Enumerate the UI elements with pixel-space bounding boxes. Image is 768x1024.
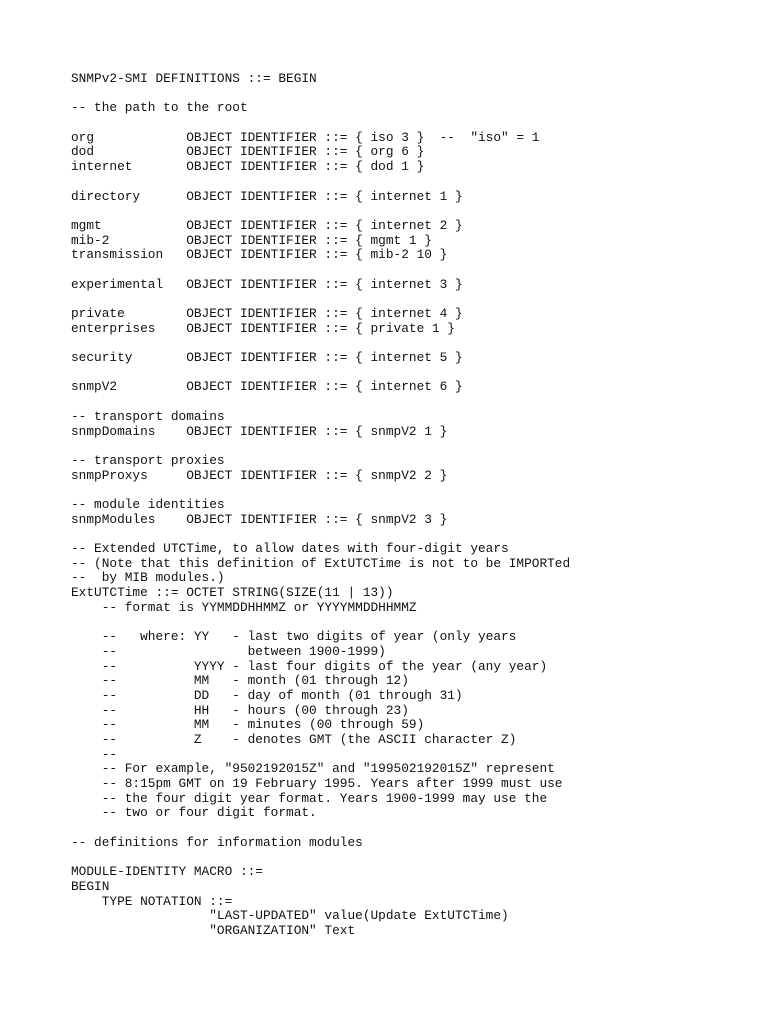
mib-code-listing	[71, 72, 751, 939]
code-line: -- module identities	[71, 496, 225, 512]
code-line: -- between 1900-1999)	[71, 643, 386, 659]
code-line: -- the four digit year format. Years 1900-1999 may use the	[71, 790, 548, 806]
code-line	[71, 395, 751, 410]
code-line: ExtUTCTime ::= OCTET STRING(SIZE(11 | 13))	[71, 585, 394, 601]
code-line	[71, 527, 751, 542]
code-line: dod OBJECT IDENTIFIER ::= { org 6 }	[71, 144, 425, 160]
code-line: mib-2 OBJECT IDENTIFIER ::= { mgmt 1 }	[71, 232, 432, 248]
code-line	[71, 850, 751, 865]
code-line: -- definitions for information modules	[71, 834, 363, 850]
code-line: -- by MIB modules.)	[71, 570, 225, 586]
code-line: snmpDomains OBJECT IDENTIFIER ::= { snmpV2 1 }	[71, 423, 448, 439]
code-line	[71, 116, 751, 131]
code-line: -- MM - month (01 through 12)	[71, 673, 409, 689]
code-line: -- the path to the root	[71, 100, 248, 116]
code-line: private OBJECT IDENTIFIER ::= { internet 4 }	[71, 306, 463, 321]
code-line: "ORGANIZATION" Text	[71, 922, 356, 938]
code-line: directory OBJECT IDENTIFIER ::= { internet 1 }	[71, 188, 463, 204]
code-line: -- (Note that this definition of ExtUTCTime is not to be IMPORTed	[71, 555, 571, 571]
code-line: -- YYYY - last four digits of the year (any year)	[71, 658, 548, 674]
code-line: -- where: YY - last two digits of year (only years	[71, 629, 517, 645]
code-line: -- transport proxies	[71, 452, 225, 468]
code-line: snmpProxys OBJECT IDENTIFIER ::= { snmpV2 2 }	[71, 467, 448, 483]
code-line: snmpModules OBJECT IDENTIFIER ::= { snmpV2 3 }	[71, 511, 448, 527]
code-line: internet OBJECT IDENTIFIER ::= { dod 1 }	[71, 159, 425, 175]
code-line	[71, 336, 751, 351]
code-line	[71, 366, 751, 381]
code-line: enterprises OBJECT IDENTIFIER ::= { private 1 }	[71, 320, 455, 336]
code-line: -- For example, "9502192015Z" and "199502192015Z" represent	[71, 761, 555, 777]
code-line: transmission OBJECT IDENTIFIER ::= { mib-2 10 }	[71, 247, 448, 263]
code-line: org OBJECT IDENTIFIER ::= { iso 3 } -- "iso" = 1	[71, 129, 540, 145]
code-line: TYPE NOTATION ::=	[71, 893, 233, 909]
code-line: snmpV2 OBJECT IDENTIFIER ::= { internet 6 }	[71, 379, 463, 395]
code-line: -- transport domains	[71, 408, 225, 424]
code-line: -- Z - denotes GMT (the ASCII character Z)	[71, 731, 517, 747]
code-line: -- format is YYMMDDHHMMZ or YYYYMMDDHHMMZ	[71, 599, 417, 615]
code-line: BEGIN	[71, 878, 110, 894]
code-line	[71, 87, 751, 102]
code-line: MODULE-IDENTITY MACRO ::=	[71, 864, 263, 880]
code-line: -- MM - minutes (00 through 59)	[71, 717, 425, 733]
code-line	[71, 292, 751, 307]
code-line	[71, 483, 751, 498]
code-line: -- HH - hours (00 through 23)	[71, 702, 409, 718]
document-page	[71, 72, 751, 939]
code-line: experimental OBJECT IDENTIFIER ::= { internet 3 }	[71, 276, 463, 292]
code-line	[71, 175, 751, 190]
code-line	[71, 204, 751, 219]
code-line	[71, 615, 751, 630]
code-line: mgmt OBJECT IDENTIFIER ::= { internet 2 }	[71, 217, 463, 233]
code-line: SNMPv2-SMI DEFINITIONS ::= BEGIN	[71, 71, 317, 86]
code-line: -- Extended UTCTime, to allow dates with four-digit years	[71, 541, 509, 556]
code-line: -- two or four digit format.	[71, 805, 317, 821]
code-line: --	[71, 746, 118, 762]
code-line	[71, 263, 751, 278]
code-line	[71, 821, 751, 836]
code-line	[71, 439, 751, 454]
code-line: security OBJECT IDENTIFIER ::= { internet 5 }	[71, 350, 463, 366]
code-line: -- DD - day of month (01 through 31)	[71, 687, 463, 703]
code-line: -- 8:15pm GMT on 19 February 1995. Years after 1999 must use	[71, 776, 563, 791]
code-line: "LAST-UPDATED" value(Update ExtUTCTime)	[71, 908, 509, 924]
